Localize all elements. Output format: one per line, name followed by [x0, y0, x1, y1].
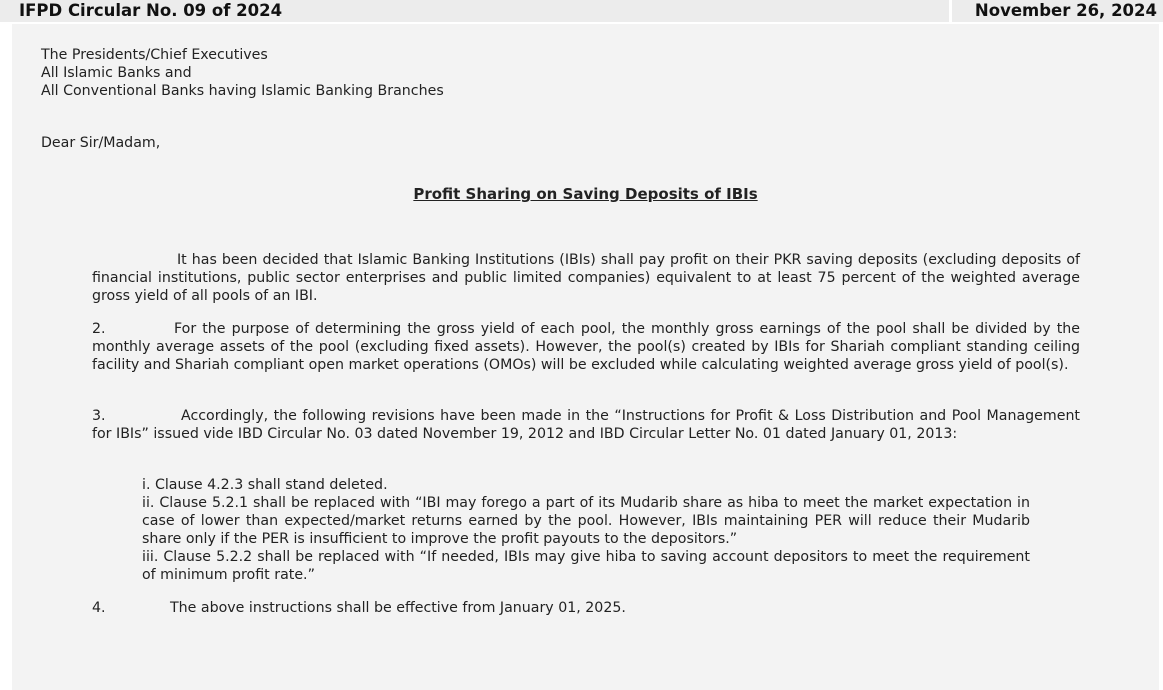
circular-body [12, 24, 1159, 690]
addressee-block [41, 46, 444, 100]
paragraph-1 [92, 251, 1080, 305]
circular-date: November 26, 2024 [952, 0, 1163, 22]
addressee-line: All Islamic Banks and [41, 65, 192, 81]
addressee-line: The Presidents/Chief Executives [41, 47, 268, 63]
paragraph-text: The above instructions shall be effective from January 01, 2025. [170, 600, 626, 616]
paragraph-text: Accordingly, the following revisions have been made in the “Instructions for Profit & Loss Distribution and Pool Management for IBIs” issued vide IBD Circular No. 03 dated November 19, 2012 and IBD Circular Letter No. 01 dated January 01, 2013: [92, 408, 1080, 442]
paragraph-2 [92, 320, 1080, 374]
clause-item: i. Clause 4.2.3 shall stand deleted. [142, 477, 388, 493]
paragraph-text: It has been decided that Islamic Banking Institutions (IBIs) shall pay profit on their PKR saving deposits (excluding deposits of financial institutions, public sector enterprises and public limited companies) equivalent to at least 75 percent of the weighted average gross yield of all pools of an IBI. [92, 252, 1080, 304]
paragraph-4 [92, 599, 1080, 617]
paragraph-3 [92, 407, 1080, 443]
clause-item: ii. Clause 5.2.1 shall be replaced with “IBI may forego a part of its Mudarib share as hiba to meet the market expectation in case of lower than expected/market returns earned by the pool. However, IBIs maintaining PER will reduce their Mudarib share only if the PER is insufficient to improve the profit payouts to the depositors.” [142, 495, 1030, 547]
addressee-line: All Conventional Banks having Islamic Banking Branches [41, 83, 444, 99]
paragraph-text: For the purpose of determining the gross yield of each pool, the monthly gross earnings of the pool shall be divided by the monthly average assets of the pool (excluding fixed assets). However, the pool(s) created by IBIs for Shariah compliant standing ceiling facility and Shariah compliant open market operations (OMOs) will be excluded while calculating weighted average gross yield of pool(s). [92, 321, 1080, 373]
salutation: Dear Sir/Madam, [41, 135, 161, 151]
circular-title: Profit Sharing on Saving Deposits of IBIs [413, 185, 758, 203]
paragraph-number: 4. [92, 600, 106, 616]
circular-header [0, 0, 1163, 22]
circular-number: IFPD Circular No. 09 of 2024 [0, 0, 949, 22]
revision-clauses [142, 476, 1030, 584]
paragraph-number: 3. [92, 408, 106, 424]
paragraph-number: 2. [92, 321, 106, 337]
clause-item: iii. Clause 5.2.2 shall be replaced with “If needed, IBIs may give hiba to saving account depositors to meet the requirement of minimum profit rate.” [142, 549, 1030, 583]
